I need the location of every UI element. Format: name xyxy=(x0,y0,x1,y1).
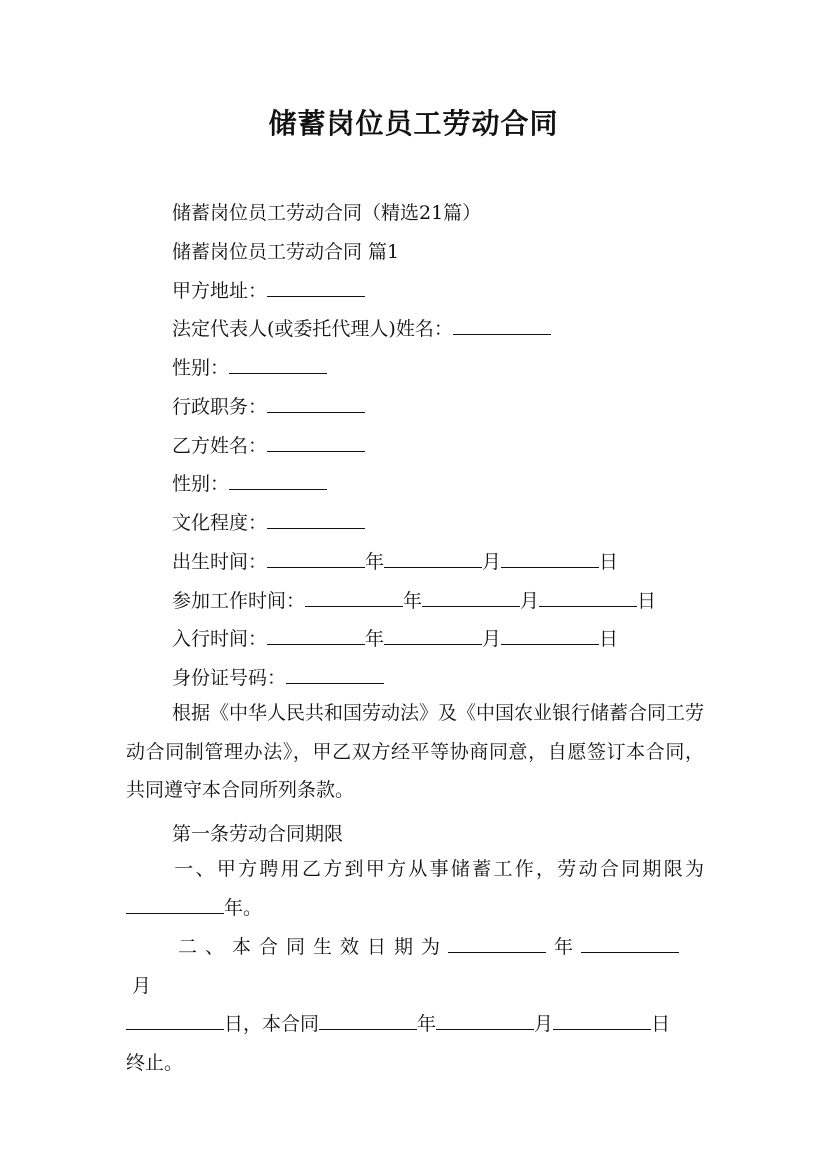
month-unit: 月 xyxy=(520,590,540,612)
month-unit: 月 xyxy=(534,1013,554,1035)
party-a-address-blank[interactable] xyxy=(267,278,365,297)
clause2-end-text: 终止。 xyxy=(126,1051,184,1074)
id-number-label: 身份证号码： xyxy=(172,667,287,689)
work-start-day-blank[interactable] xyxy=(539,588,637,607)
birth-day-blank[interactable] xyxy=(501,549,599,568)
birth-time-label: 出生时间： xyxy=(172,551,268,573)
section-title: 储蓄岗位员工劳动合同 篇1 xyxy=(172,241,400,263)
work-start-row xyxy=(172,586,656,613)
party-b-name-row xyxy=(172,431,365,458)
article1-title: 第一条劳动合同期限 xyxy=(172,823,344,845)
birth-month-blank[interactable] xyxy=(384,549,482,568)
effective-year-blank[interactable] xyxy=(448,934,546,953)
day-unit: 日 xyxy=(224,1013,244,1035)
gender-b-blank[interactable] xyxy=(229,471,327,490)
gender-a-label: 性别： xyxy=(172,357,230,379)
party-b-name-blank[interactable] xyxy=(267,433,365,452)
end-year-blank[interactable] xyxy=(319,1011,417,1030)
education-label: 文化程度： xyxy=(172,512,268,534)
gender-a-blank[interactable] xyxy=(229,355,327,374)
birth-year-blank[interactable] xyxy=(267,549,365,568)
clause2-text-b: ，本合同 xyxy=(243,1013,320,1035)
education-row xyxy=(172,508,365,535)
work-start-label: 参加工作时间： xyxy=(172,590,306,612)
gender-a-row xyxy=(172,353,327,380)
year-unit: 年 xyxy=(365,551,385,573)
party-a-address-row xyxy=(172,276,365,303)
join-time-label: 入行时间： xyxy=(172,628,268,650)
clause2-text-a: 二、本合同生效日期为 xyxy=(178,936,449,958)
admin-title-row xyxy=(172,392,365,419)
day-unit: 日 xyxy=(599,551,619,573)
year-unit: 年 xyxy=(554,936,574,958)
join-time-row xyxy=(172,624,618,651)
clause1-text-b: 年。 xyxy=(224,896,263,919)
join-month-blank[interactable] xyxy=(384,626,482,645)
year-unit: 年 xyxy=(403,590,423,612)
document-title: 储蓄岗位员工劳动合同 xyxy=(268,107,559,140)
party-a-address-label: 甲方地址： xyxy=(172,280,268,302)
day-unit: 日 xyxy=(651,1013,671,1035)
year-unit: 年 xyxy=(365,628,385,650)
month-unit: 月 xyxy=(482,628,502,650)
document-subtitle: 储蓄岗位员工劳动合同（精选21篇） xyxy=(172,202,482,224)
legal-rep-row xyxy=(172,314,551,341)
id-number-blank[interactable] xyxy=(286,665,384,684)
basis-text: 根据《中华人民共和国劳动法》及《中国农业银行储蓄合同工劳动合同制管理办法》，甲乙双方经平等协商同意，自愿签订本合同，共同遵守本合同所列条款。 xyxy=(126,702,705,801)
effective-day-blank[interactable] xyxy=(126,1011,224,1030)
party-b-name-label: 乙方姓名： xyxy=(172,435,268,457)
clause2-paragraph xyxy=(126,928,704,1082)
end-day-blank[interactable] xyxy=(553,1011,651,1030)
gender-b-label: 性别： xyxy=(172,473,230,495)
day-unit: 日 xyxy=(637,590,657,612)
basis-paragraph xyxy=(126,694,704,810)
month-unit: 月 xyxy=(482,551,502,573)
day-unit: 日 xyxy=(599,628,619,650)
clause1-paragraph xyxy=(126,850,704,927)
work-start-year-blank[interactable] xyxy=(305,588,403,607)
legal-rep-blank[interactable] xyxy=(453,316,551,335)
clause1-text-a: 一、甲方聘用乙方到甲方从事储蓄工作，劳动合同期限为 xyxy=(172,858,704,880)
admin-title-blank[interactable] xyxy=(267,394,365,413)
legal-rep-label: 法定代表人(或委托代理人)姓名： xyxy=(172,318,453,340)
join-day-blank[interactable] xyxy=(501,626,599,645)
work-start-month-blank[interactable] xyxy=(422,588,520,607)
join-year-blank[interactable] xyxy=(267,626,365,645)
birth-time-row xyxy=(172,547,618,574)
id-number-row xyxy=(172,663,384,690)
education-blank[interactable] xyxy=(267,510,365,529)
gender-b-row xyxy=(172,469,327,496)
contract-term-blank[interactable] xyxy=(126,895,224,914)
admin-title-label: 行政职务： xyxy=(172,396,268,418)
month-unit: 月 xyxy=(132,974,152,997)
effective-month-blank[interactable] xyxy=(581,934,679,953)
end-month-blank[interactable] xyxy=(436,1011,534,1030)
year-unit: 年 xyxy=(417,1013,437,1035)
